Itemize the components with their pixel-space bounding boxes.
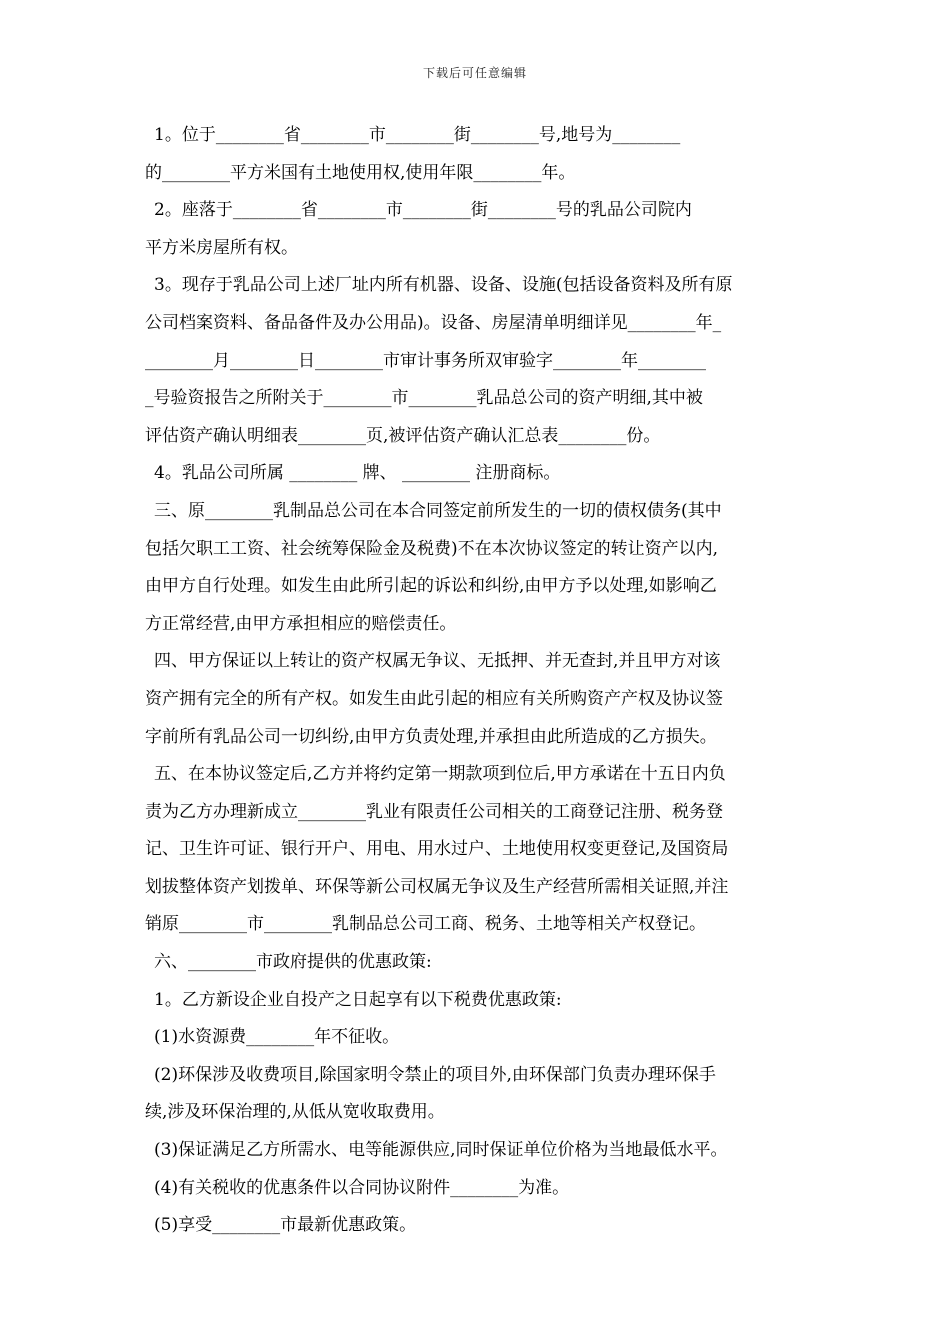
paragraph-line: 2。座落于________省________市________街________号的乳品公司院内: [154, 200, 692, 221]
paragraph-line: _号验资报告之所附关于________市________乳品总公司的资产明细,其中被: [145, 388, 703, 409]
paragraph-line: (5)享受________市最新优惠政策。: [154, 1215, 417, 1236]
paragraph-line: 六、________市政府提供的优惠政策:: [154, 952, 432, 973]
paragraph-line: 4。乳品公司所属 ________ 牌、 ________ 注册商标。: [154, 463, 561, 484]
paragraph-line: 三、原________乳制品总公司在本合同签定前所发生的一切的债权债务(其中: [154, 500, 722, 521]
paragraph-line: 1。乙方新设企业自投产之日起享有以下税费优惠政策:: [154, 989, 562, 1010]
paragraph-line: 销原________市________乳制品总公司工商、税务、土地等相关产权登记。: [145, 914, 706, 935]
document-body: [145, 117, 810, 1245]
paragraph-line: 划拔整体资产划拨单、环保等新公司权属无争议及生产经营所需相关证照,并注: [145, 876, 729, 897]
paragraph-line: 平方米房屋所有权。: [145, 237, 298, 258]
paragraph-line: (3)保证满足乙方所需水、电等能源供应,同时保证单位价格为当地最低水平。: [154, 1140, 728, 1161]
paragraph-line: 3。现存于乳品公司上述厂址内所有机器、设备、设施(包括设备资料及所有原: [154, 275, 733, 296]
paragraph-line: 由甲方自行处理。如发生由此所引起的诉讼和纠纷,由甲方予以处理,如影响乙: [145, 576, 717, 597]
paragraph-line: 记、卫生许可证、银行开户、用电、用水过户、土地使用权变更登记,及国资局: [145, 839, 729, 860]
paragraph-line: (1)水资源费________年不征收。: [154, 1027, 400, 1048]
paragraph-line: 包括欠职工工资、社会统筹保险金及税费)不在本次协议签定的转让资产以内,: [145, 538, 719, 559]
paragraph-line: ________月________日________市审计事务所双审验字________年________: [145, 350, 706, 371]
paragraph-line: 字前所有乳品公司一切纠纷,由甲方负责处理,并承担由此所造成的乙方损失。: [145, 726, 717, 747]
paragraph-line: 评估资产确认明细表________页,被评估资产确认汇总表________份。: [145, 425, 661, 446]
page-header: 下载后可任意编辑: [422, 66, 527, 80]
paragraph-line: 五、在本协议签定后,乙方并将约定第一期款项到位后,甲方承诺在十五日内负: [154, 764, 726, 785]
paragraph-line: 资产拥有完全的所有产权。如发生由此引起的相应有关所购资产产权及协议签: [145, 688, 723, 709]
paragraph-line: 1。位于________省________市________街________号,地号为________: [154, 125, 681, 145]
paragraph-line: 四、甲方保证以上转让的资产权属无争议、无抵押、并无查封,并且甲方对该: [154, 651, 721, 672]
paragraph-line: 的________平方米国有土地使用权,使用年限________年。: [145, 162, 576, 183]
paragraph-line: 方正常经营,由甲方承担相应的赔偿责任。: [145, 613, 457, 634]
paragraph-line: 公司档案资料、备品备件及办公用品)。设备、房屋清单明细详见________年_: [145, 312, 722, 333]
paragraph-line: (4)有关税收的优惠条件以合同协议附件________为准。: [154, 1177, 570, 1198]
paragraph-line: 责为乙方办理新成立________乳业有限责任公司相关的工商登记注册、税务登: [145, 801, 723, 822]
paragraph-line: 续,涉及环保治理的,从低从宽收取费用。: [145, 1102, 445, 1123]
paragraph-line: (2)环保涉及收费项目,除国家明令禁止的项目外,由环保部门负责办理环保手: [154, 1064, 716, 1085]
